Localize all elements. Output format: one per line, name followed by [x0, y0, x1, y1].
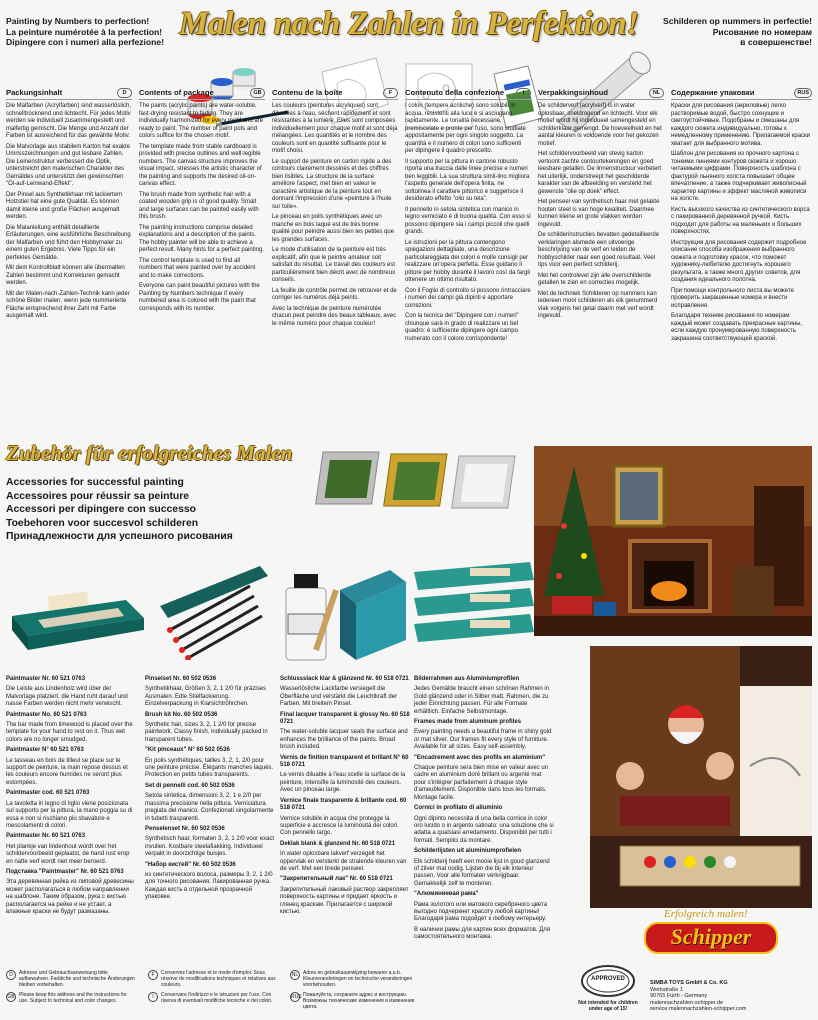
final-lacquer-image — [280, 560, 410, 670]
accessory-final-lacquer — [280, 676, 410, 919]
column-paragraph: The brush made from synthetic hair with a coated wooden grip is of good quality. Small and large surfaces can be painted easily with this brush. — [139, 191, 259, 220]
company-name: SIMBA TOYS GmbH & Co. KG — [650, 980, 728, 986]
column-paragraph: Het schildervoorbeeld van stevig karton vertoont zachte contourtekeningen en goed leesbare getallen. De linnenstructuur verbetert het uiterlijk, onderstreept het geschilderde karakter van de afbeelding en versterkt het gewenste "olie op doek" effect. — [538, 151, 662, 195]
column-ru — [671, 88, 812, 346]
footer-note-text: Conservez l'adresse et le mode d'emploi. Sous réserve de modifications techniques et relatives aux couleurs. — [161, 970, 276, 988]
accessory-paintmaster — [6, 676, 136, 919]
accessory-text: Synthetisch haar, formaten 3, 2, 1 2/0 voor exact invullen. Kostbare steelafiakking. Individueel verpakt in doorzichtige buisjes. — [145, 836, 275, 858]
accessory-text: Закрепительный лаковый раствор закрепляет поверхность картины и придает яркость и глянец краскам. Прилагается с широкой кистью. — [280, 886, 409, 915]
tagline-line: Рисование по номерам — [712, 26, 812, 37]
column-paragraph: Mit dem Kontrollblatt können alle übermalten Zahlen bestimmt und Korrekturen gemacht werden. — [6, 265, 125, 286]
footer-note-text: Adresse und Gebrauchsanweisung bitte aufbewahren. Farbliche und technische Änderungen bleiben vorbehalten. — [19, 970, 135, 988]
column-paragraph: De schilderinstructies bevatten gedetailleerde verklaringen alsmede een uitvoerige beschrijving van de verf en leiden de hobbyschilder naar een goed resultaat. Veel tips voor een perfect schilderij. — [538, 232, 660, 268]
language-badge: NL — [649, 88, 664, 98]
tagline-line: Painting by Numbers to perfection! — [6, 16, 150, 26]
tagline-line: La peinture numérotée à la perfection! — [6, 26, 163, 37]
tagline-line: Schilderen op nummers in perfectie! — [663, 16, 812, 26]
footer-note — [148, 970, 278, 988]
footer-note — [290, 970, 420, 988]
accessory-text: Рама золотого или матового серебряного цвета выгодно подчеркнет красоту любой картины! Благодаря рама подойдет к любому интерьеру. — [414, 901, 548, 923]
tagline-line: в совершенстве! — [740, 37, 812, 47]
accessory-text: Wasserlösliche Lackfarbe versiegelt die Oberfläche und verstärkt die Leuchtkraft der Farben. Mit breitem Pinsel. — [280, 686, 398, 708]
column-paragraph: Het penseel van synthetisch haar met gelakte houten steel is van hoge kwaliteit. Daarmee kunnen kleine en grote vlakken worden ingevuld. — [538, 199, 660, 228]
accessory-title: Set di pennelli cod. 60 502 0536 — [145, 782, 235, 789]
column-paragraph: Инструкция для рисования содержит подробное описание способа изображения выбранного сюжета и подготовку красок, что поможет художнику-любителю достигнуть хорошего результата, а также много других советов, для создания идеального полотна. — [671, 239, 807, 283]
column-paragraph: Le istruzioni per la pittura contengono spiegazioni dettagliate, una descrizione particolareggiata dei colori e molle consigli per realizzare un'opera perfetta. Esse guidano il pittore per hobby durante il lavoro così da fargli ottenere un ottimo risultato. — [405, 239, 531, 283]
column-de — [6, 88, 132, 324]
column-title: Packungsinhalt — [6, 88, 63, 98]
accessories-heading: Zubehör für erfolgreiches Malen — [6, 441, 293, 465]
brush-set-image — [150, 560, 272, 660]
company-street: Werkstraße 1 — [650, 986, 683, 993]
accessory-title: Schilderlijsten uit aluminiumprofielen — [414, 848, 522, 855]
column-header — [139, 88, 265, 100]
accessories-line: Accessoires pour réussir sa peinture — [6, 490, 190, 502]
accessory-title: Frames made from aluminum profiles — [414, 719, 522, 726]
accessory-title: Penselenset Nr. 60 502 0536 — [145, 825, 225, 832]
accessory-title: "Набор кистей" Nr. 60 502 0536 — [145, 861, 236, 868]
accessory-text: В наличии рамы для картин всех форматов. Для самостоятельного монтажа. — [414, 926, 551, 941]
column-title: Содержание упаковки — [671, 88, 755, 98]
brand-slogan: Erfolgreich malen! — [664, 908, 748, 920]
accessory-brush-set — [145, 676, 275, 905]
accessory-text: Vernice solubile in acqua che protegge la superficie e accresce la luminosità dei colori. Con pennello largo. — [280, 815, 399, 837]
brand-name: Schipper — [670, 924, 752, 949]
footer-note-text: Adres en gebruiksaanwijzing bewaren a.u.b. Kleurveranderingen en technische veranderingen voorbehouden. — [303, 970, 413, 988]
tagline-line: Dipingere con i numeri alla perfezione! — [6, 37, 165, 47]
accessory-text: Ogni dipinto necessita di una bella cornice in color oro lucido o in argento satinato: una soluzione che si adatta a qualsiasi arredamento. Disponibili per tutti i formati. Semplici da montare. — [414, 815, 554, 844]
tagline-right — [642, 16, 812, 48]
approved-text: APPROVED — [591, 976, 625, 982]
accessory-title: Deklak blank & glanzend Nr. 60 518 0721 — [280, 840, 396, 847]
tagline-left — [6, 16, 176, 48]
footer-note — [290, 992, 420, 1010]
column-title: Contenuto della confezione — [405, 88, 505, 98]
column-paragraph: Кисть высокого качества из синтетического ворса с лакированной деревянной ручкой. Кисть подходит для работы на маленьких и больших поверхностях. — [671, 206, 810, 235]
language-badge: I — [516, 88, 531, 98]
column-paragraph: Le pinceau en poils synthétiques avec un manche en bois laqué est de très bonne qualité pour peindre aussi bien les petites que les grandes surfaces. — [272, 214, 395, 243]
accessories-line: Toebehoren voor succesvol schilderen — [6, 517, 199, 529]
accessory-frames — [414, 676, 554, 945]
language-badge: D — [117, 88, 132, 98]
accessory-title: Paintmaster cod. 60 521 0763 — [6, 790, 90, 797]
column-paragraph: The control template is used to find all numbers that were painted over by accident and to make corrections. — [139, 257, 256, 279]
language-badge: F — [383, 88, 398, 98]
footer-note-text: Пожалуйста, сохраните адрес и инструкцию. Возможны технические изменения и изменения цвета. — [303, 992, 415, 1010]
accessory-text: из синтетического волоса, размеры 3, 2, 1 2/0 для точного рисования. Лакированная ручка. Каждая кисть в отдельной прозрачной упаковке. — [145, 871, 273, 901]
language-badge: GB — [250, 88, 265, 98]
column-title: Contenu de la boîte — [272, 88, 343, 98]
column-nl — [538, 88, 664, 324]
language-badge: NL — [291, 972, 299, 978]
language-badge: RUS — [291, 994, 302, 1000]
accessory-text: Elk schilderij heeft een mooie lijst in goud glanzend of zilver mat nodig. Lijsten die bij elk interieur passen. Voor alle formaten verkrijgbaar. Gemakkelijk zelf te monteren. — [414, 858, 550, 887]
accessory-title: Cornici in profilato di alluminio — [414, 805, 503, 812]
column-paragraph: Avec la technique de peinture numérotée chacun peut peindre des beaux tableaux, avec le même numéro pour chaque couleur! — [272, 305, 397, 327]
accessory-title: "Kit pinceaux" N° 60 502 0536 — [145, 747, 230, 754]
accessory-text: Le tasseau en bois de tilleul se place sur le support de peinture, la main repose dessus et les couleurs encore humides ne seront plus estompées. — [6, 757, 128, 786]
accessory-title: Paintmaster N° 60 521 0763 — [6, 747, 84, 754]
accessory-text: In water oplosbare lakverf verzegelt het oppervlak en versterkt de stralende kleuren van de verf. Met een brede penseel. — [280, 851, 407, 872]
language-badge: GB — [7, 994, 15, 1000]
column-header — [405, 88, 531, 100]
column-title: Verpakkingsinhoud — [538, 88, 609, 98]
column-gb — [139, 88, 265, 316]
accessory-title: Schlussslack klar & glänzend Nr. 60 518 0721 — [280, 676, 409, 682]
accessory-text: Chaque peinture sera bien mise en valeur avec un cadre en aluminium doré brillant ou argenté mat pour s'intégrer parfaitement à chaque style d'ameublement. Disponible dans tous les formats. Montage facile. — [414, 765, 549, 801]
column-paragraph: Die Malvorlage aus stabilem Karton hat exakte Umrisszeichnungen und gut lesbare Zahlen. Die Leinenstruktur verbessert die Optik, unterstreicht den malerischen Charakter des Gemäldes und unterstützt den gewünschten "Öl-auf-Leinwand-Effekt". — [6, 143, 131, 187]
accessory-title: Vernice finale trasparente & brillante cod. 60 518 0721 — [280, 797, 407, 812]
accessory-text: Synthetikhaar, Größen 3, 2, 1 2/0 für präzises Ausmalen. Edle Stielfackierung. Einzelverpackung in Klarsichtröhrchen. — [145, 686, 267, 708]
column-paragraph: I colori (tempere acriliche) sono solubili in acqua, resistenti alla luce e si asciugano rapidamente. Le tonalità necessarie, premiscelate e pronte per l'uso, sono studiate appositamente per ogni singolo soggetto. La quantità e il numero di colori sono sufficienti per dipingere il quadro prescelto. — [405, 103, 526, 154]
column-header — [6, 88, 132, 100]
column-paragraph: Il supporto per la pittura in cartone robusto riporta una traccia dalle linee precise e numeri ben leggibili. La sua struttura simil-lino migliora l'aspetto generale dell'opera finita, ne sottolinea il carattere pittorico e suggerisce il desiderato effetto "olio su tela". — [405, 158, 530, 202]
paintmaster-box-image — [8, 560, 146, 660]
footer-note — [148, 992, 278, 1004]
accessory-text: Setola sintetica, dimensioni 3, 2, 1 e 2/0 per massima precisione nella pittura. Verniciatura pregiata del manico. Confezionati singolarmente in tubetti trasparenti. — [145, 793, 274, 822]
accessory-text: The bar made from limewood is placed over the template for your hand to rest on it. Thus wet colors are no longer smudged. — [6, 722, 133, 743]
approved-seal — [578, 964, 638, 1016]
accessory-title: Pinselset Nr. 60 502 0536 — [145, 676, 217, 682]
column-paragraph: Die Malanleitung enthält detaillierte Erläuterungen, eine ausführliche Beschreibung der Malfarben und führt den Hobbymaler zu einem guten Ergebnis. Viele Tipps für ein perfektes Gemälde. — [6, 224, 131, 261]
accessory-text: Эта деревянная рейка из липовой древесины может располагаться в любом направлении на шаблоне. Таким образом, рука с кистью располагается на рейке и не устает, а влажные краски не будут размазаны. — [6, 879, 134, 915]
accessory-title: Paintmaster Nr. 60 521 0763 — [6, 833, 86, 840]
column-paragraph: Благодаря технике рисования по номерам каждый может создавать прекрасные картины, если каждую пронумерованную поверхность закрашена соответствующей краской. — [671, 313, 803, 342]
accessory-text: Het plankje van lindenhout wordt over het schildervoorbeeld geplaatst, de hand rust erop en natte verf wordt niet meer beroerd. — [6, 843, 130, 865]
age-warning: Not intended for children under age of 15! — [578, 1000, 638, 1012]
language-badge: D — [6, 970, 16, 980]
column-paragraph: Der Pinsel aus Synthetikhaar mit lackiertem Holzstiel hat eine gute Qualität. Es können damit kleine und große Flächen ausgemalt werden. — [6, 191, 123, 220]
column-paragraph: The paints (acrylic paints) are water-soluble, fast-drying resistant to fading. They are individually harmonized for every motif and are ready to paint. The number of paint pots and colors suffice for the chosen motif. — [139, 103, 264, 139]
accessory-title: Final lacquer transparent & glossy No. 60 518 0721 — [280, 711, 410, 726]
column-paragraph: Die Malfarben (Acrylfarben) sind wasserlöslich, schnelltrocknend und lichtecht. Für jedes Motiv werden sie individuell zusammengestellt und malfertig gemischt. Die Menge und Anzahl der Farben ist ausreichend für das gewählte Motiv. — [6, 103, 132, 139]
column-header — [671, 88, 812, 100]
column-paragraph: Met het controlevel zijn alle overschilderde getallen te zien en correcties mogelijk. — [538, 272, 652, 286]
column-paragraph: Шаблон для рисования из прочного картона с тонкими линиями контуров сюжета и хорошо читаемыми цифрами. Поверхность шаблона с фактурой льняного холста повышает общее впечатление, а также подчеркивает живописный характер картины и эффект масляной живописи на холсте. — [671, 151, 807, 202]
column-paragraph: The template made from stable cardboard is provided with precise outlines and well-legible numbers. The canvas structure improves the visual impact, stresses the artistic character of the painting and supports the desired oil-on-canvas effect. — [139, 143, 262, 187]
schipper-logo — [644, 908, 784, 958]
footer-note-text: Please keep this address and the instructions for use. Subject to technical and color changes. — [19, 992, 127, 1004]
accessory-title: Bilderrahmen aus Aluminiumprofilen — [414, 676, 520, 682]
accessories-line: Accessori per dipingere con successo — [6, 504, 196, 515]
footer-note-text: Conservare l'indirizzo e le istruzioni per l'uso. Con riserva di eventuali modifiche tecniche e dei colori. — [161, 992, 273, 1004]
accessory-text: La tavoletta in legno di tiglio viene posizionata sul supporto per la pittura, la mano poggia su di essa e non si rischiano più sbavature e mescolamenti di colori. — [6, 800, 133, 829]
frame-corners-image — [315, 446, 525, 536]
page-title: Malen nach Zahlen in Perfektion! — [179, 6, 639, 42]
column-title: Contents of package — [139, 88, 214, 98]
column-paragraph: При помощи контрольного листа вы можете проверить закрашенные номера и внести исправления. — [671, 287, 794, 309]
footer-note — [6, 970, 136, 988]
accessory-title: "Закрепительный лак" Nr. 60 518 0721 — [280, 876, 393, 883]
column-paragraph: Con la tecnica del "Dipingere con i numeri" chiunque sarà in grado di realizzare un bel quadro: è sufficiente dipingere ogni campo numerato con il colore corrispondente! — [405, 313, 519, 342]
column-paragraph: Everyone can paint beautiful pictures with the Painting by Numbers technique if every numbered area is colored with the paint that corresponds with its number. — [139, 283, 260, 312]
company-website: malennachzahlen-schipper.de — [650, 999, 724, 1006]
accessories-subtitle-list — [6, 476, 286, 544]
company-service: service.malennachzahlen-schipper.com — [650, 1006, 747, 1012]
footer-notes — [6, 970, 526, 1014]
language-badge: F — [148, 970, 158, 980]
column-paragraph: Met de techniek Schilderen op nummers kan iedereen mooi schilderen als elk genummerd vlak volgens het getal daarin met verf wordt ingevuld. — [538, 290, 658, 319]
column-paragraph: Les couleurs (peintures acryliques) sont diluables à l'eau, séchent rapidement et sont résistantes à la lumière. Elles sont composées individuellement pour chaque motif et sont déjà mélangées. Les quantités et le nombre des couleurs sont en quantité suffisante pour le motif choisi. — [272, 103, 398, 154]
accessory-text: Every painting needs a beautiful frame in shiny gold or mat silver. Our frames fit every style of furniture. Available for all sizes. Easy self-assembly. — [414, 729, 552, 751]
accessory-text: Die Leiste aus Lindenholz wird über der Malvorlage platziert, die Hand ruht darauf und nasse Farben werden nicht mehr verwischt. — [6, 686, 128, 708]
column-paragraph: Mit der Malen-nach-Zahlen-Technik kann jeder schöne Bilder malen, wenn jede nummerierte Fläche entsprechend ihrer Zahl mit Farbe ausgemalt wird. — [6, 290, 130, 319]
family-painting-photo — [590, 646, 812, 908]
accessory-title: Brush kit No. 60 502 0536 — [145, 711, 218, 718]
column-header — [538, 88, 664, 100]
aluminium-frame-boxes-image — [410, 558, 540, 662]
accessories-line: Принадлежности для успешного рисования — [6, 531, 233, 542]
column-paragraph: Краски для рисования (акриловые) легко растворимые водой, быстро сохнущие и светоустойчивые. Подобраны и смешаны для каждого сюжета индивидуально, готовы к немедленному применению. Прилагаемой краски хватает для выбранного мотива. — [671, 103, 811, 147]
accessory-title: Paintmaster Nr. 60 521 0763 — [6, 676, 86, 682]
accessories-line: Accessories for successful painting — [6, 477, 184, 488]
accessory-title: Подставка "Paintmaster" Nr. 60 521 0763 — [6, 868, 124, 875]
accessory-text: Le vernis diluable à l'eau scelle la surface de la peinture, intensifie la luminosité des couleurs. Avec un pinceau large. — [280, 772, 406, 794]
language-badge: RUS — [794, 88, 812, 98]
column-paragraph: Le mode d'utilisation de la peinture est très explicatif, afin que le peintre amateur soit satisfait du résultat. Le travail des couleurs est particulièrement bien décrit avec de nombreux conseils. — [272, 247, 396, 283]
column-paragraph: La feuille de contrôle permet de retrouver et de corriger les numéros déjà peints. — [272, 287, 397, 301]
accessory-text: Jedes Gemälde braucht einen schönen Rahmen in Gold glänzend oder in Silber matt. Rahmen, die zu jeder Einrichtung passen. Für alle Formate erhältlich. Einfache Selbstmontage. — [414, 686, 550, 715]
accessory-title: "Алюминиевая рама" — [414, 891, 479, 898]
column-it — [405, 88, 531, 346]
column-paragraph: Il pennello in setola sintetica con manico in legno verniciato è di buona qualità. Con esso si possono dipingere sia i campi piccoli che quelli grandi. — [405, 206, 531, 235]
language-badge: I — [148, 992, 158, 1002]
column-paragraph: De schilderverf (acrylverf) is in water oplosbaar, sneldrogend en lichtecht. Voor elk motief wordt hij individueel samengesteld en schilderklaar gemengd. De hoeveelheid en het aantal kleuren is voldoende voor het gekozen motief. — [538, 103, 662, 147]
accessory-text: Synthetic hair, sizes 3, 2, 1 2/0 for precise paintwork. Classy finish, individually packed in transparent tubes. — [145, 722, 268, 743]
accessory-text: The water-soluble lacquer seals the surface and enhances the brilliance of the paints. Broad brush included. — [280, 729, 408, 751]
company-city: 90765 Fürth - Germany — [650, 993, 708, 999]
column-paragraph: Le support de peinture en carton rigide a des contours clairement dessinés et des chiffres bien lisibles. La structure de la surface améliore l'aspect, met bien en valeur le caractère artistique de la peinture tout en donnant l'impression d'une «peinture à l'huile sur toile». — [272, 158, 392, 210]
christmas-room-photo — [534, 446, 812, 636]
column-paragraph: The painting instructions comprise detailed explanations and a description of the paints. The hobby painter will be able to achieve a perfect result. Many hints for a perfect painting. — [139, 224, 265, 253]
accessory-title: Paintmaster No. 60 521 0763 — [6, 711, 87, 718]
column-header — [272, 88, 398, 100]
footer-note — [6, 992, 136, 1004]
column-fr — [272, 88, 398, 331]
accessory-text: En poils synthétiques, tailles 3, 2, 1, 2/0 pour une peinture précise. Élégants manches laqués. Protection en petits tubes transparents. — [145, 757, 274, 779]
accessory-title: Vernis de finition transparent et brillant N° 60 518 0721 — [280, 754, 409, 769]
column-paragraph: Con il Foglio di controllo si possono rintracciare i numeri dei campi già dipinti e apportare correzioni. — [405, 287, 531, 309]
company-address — [650, 980, 810, 1013]
accessory-title: "Encadrement avec des profils en aluminium" — [414, 754, 546, 761]
